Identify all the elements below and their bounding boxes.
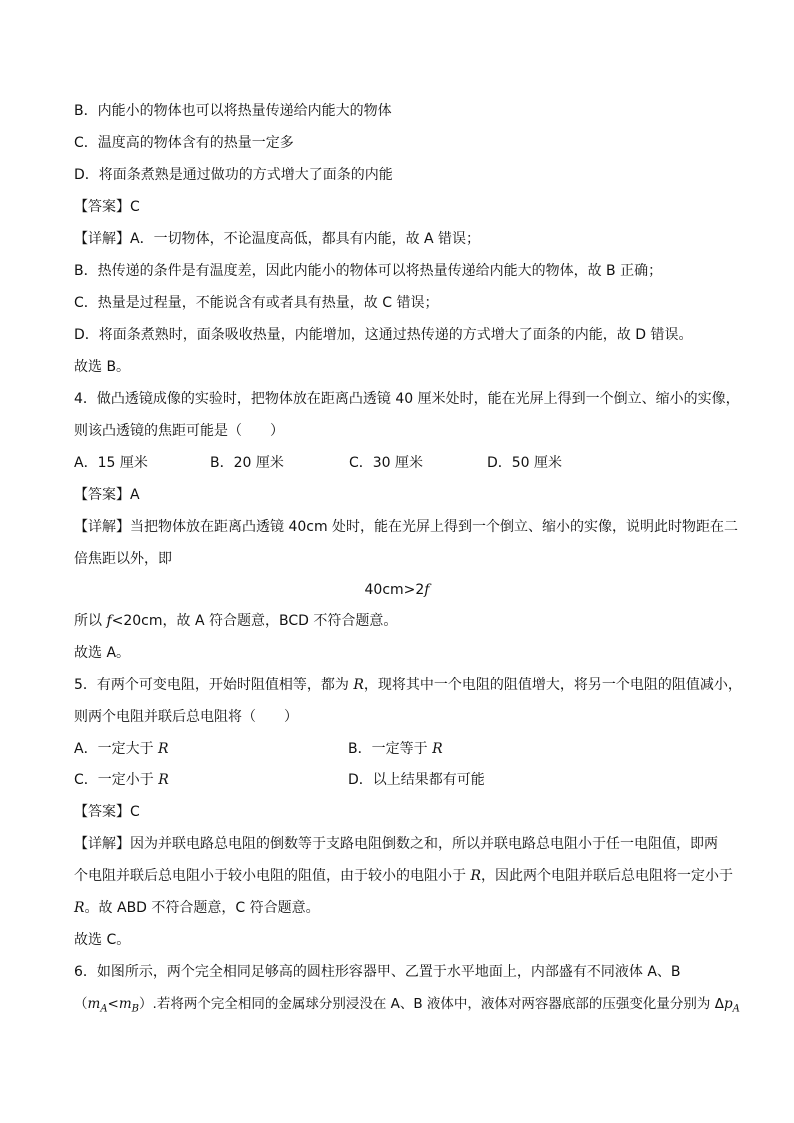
option-d-line: D．将面条煮熟是通过做功的方式增大了面条的内能 bbox=[74, 167, 393, 183]
q4-option-d: D．50 厘米 bbox=[487, 455, 563, 471]
question-6-stem: 6．如图所示，两个完全相同足够高的圆柱形容器甲、乙置于水平地面上，内部盛有不同液体 A、B bbox=[74, 964, 681, 980]
answer-label: 【答案】C bbox=[74, 804, 140, 820]
answer-label: 【答案】C bbox=[74, 199, 140, 215]
explanation-line: 【详解】因为并联电路总电阻的倒数等于支路电阻倒数之和，所以并联电路总电阻小于任一电阻值，即两 bbox=[74, 836, 718, 852]
explanation-line: 【详解】A．一切物体，不论温度高低，都具有内能，故 A 错误； bbox=[74, 231, 481, 247]
q4-option-c: C．30 厘米 bbox=[349, 455, 424, 471]
option-b-line: B．内能小的物体也可以将热量传递给内能大的物体 bbox=[74, 103, 392, 119]
question-5-stem: 5．有两个可变电阻，开始时阻值相等，都为 R，现将其中一个电阻的阻值增大，将另一个电阻的阻值减小， bbox=[74, 677, 742, 693]
option-c-line: C．温度高的物体含有的热量一定多 bbox=[74, 135, 294, 151]
explanation-line: 【详解】当把物体放在距离凸透镜 40cm 处时，能在光屏上得到一个倒立、缩小的实像，说明此时物距在二 bbox=[74, 519, 739, 535]
explanation-line: 倍焦距以外，即 bbox=[74, 551, 172, 567]
choice-line: 故选 B。 bbox=[74, 359, 131, 375]
explanation-line: 个电阻并联后总电阻小于较小电阻的阻值，由于较小的电阻小于 R，因此两个电阻并联后总电阻将一定小于 bbox=[74, 868, 733, 884]
answer-label: 【答案】A bbox=[74, 487, 140, 503]
question-4-stem: 则该凸透镜的焦距可能是（ ） bbox=[74, 423, 284, 439]
q4-option-a: A．15 厘米 bbox=[74, 455, 148, 471]
explanation-line: C．热量是过程量，不能说含有或者具有热量，故 C 错误； bbox=[74, 295, 439, 311]
q5-option-b: B．一定等于 R bbox=[348, 741, 443, 757]
q5-option-d: D．以上结果都有可能 bbox=[348, 772, 485, 788]
q5-option-a: A．一定大于 R bbox=[74, 741, 169, 757]
explanation-line: D．将面条煮熟时，面条吸收热量，内能增加，这通过热传递的方式增大了面条的内能，故 D 错误。 bbox=[74, 327, 693, 343]
q4-option-b: B．20 厘米 bbox=[210, 455, 284, 471]
choice-line: 故选 C。 bbox=[74, 932, 131, 948]
explanation-line: B．热传递的条件是有温度差，因此内能小的物体可以将热量传递给内能大的物体，故 B 正确； bbox=[74, 263, 663, 279]
equation: 40cm>2f bbox=[364, 582, 430, 598]
q5-option-c: C．一定小于 R bbox=[74, 772, 169, 788]
explanation-line: 所以 f<20cm，故 A 符合题意，BCD 不符合题意。 bbox=[74, 613, 398, 629]
explanation-line: R。故 ABD 不符合题意，C 符合题意。 bbox=[74, 900, 320, 916]
question-5-stem: 则两个电阻并联后总电阻将（ ） bbox=[74, 709, 298, 725]
choice-line: 故选 A。 bbox=[74, 645, 131, 661]
question-4-stem: 4．做凸透镜成像的实验时，把物体放在距离凸透镜 40 厘米处时，能在光屏上得到一个倒立、缩小的实像， bbox=[74, 391, 740, 407]
question-6-stem: $(m_A<m_B)$.若将两个完全相同的金属球分别浸没在 A、B 液体中，液体对两容器底部的压强变化量分别为 $\Delta p_A$ bbox=[74, 996, 740, 1015]
